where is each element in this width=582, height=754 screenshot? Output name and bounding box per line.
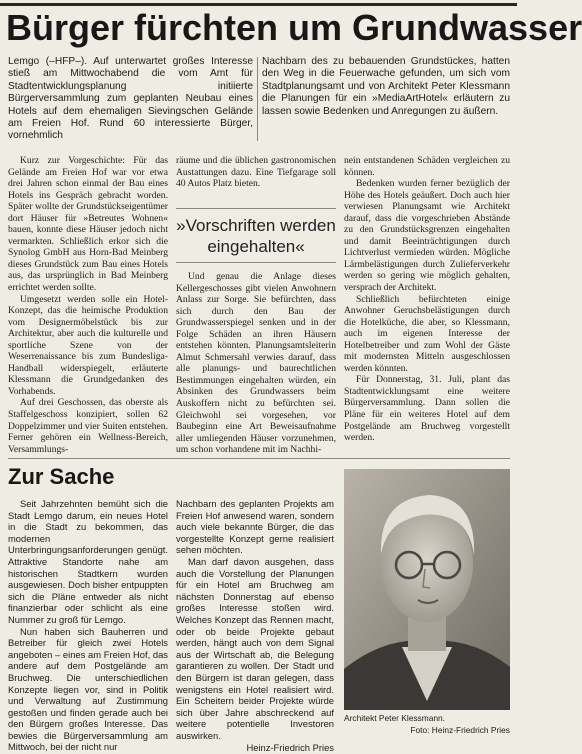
lead-left: [8, 56, 253, 143]
lead-divider: [257, 57, 258, 141]
commentary-paragraph: Seit Jahrzehnten bemüht sich die Stadt Lemgo darum, ein neues Hotel in die Stadt zu bekommen, das modernen Unterbringungsanforderungen genügt. Attraktive Standorte nahe am historischen Stadtkern wurden ausgewiesen. Doch bisher entpuppten sich die Pläne entweder als nicht finanzierbar oder schlicht als eine Nummer zu groß für Lemgo.: [8, 498, 168, 625]
article-paragraph: Und genau die Anlage dieses Kellergeschosses gibt vielen Anwohnern Anlass zur Sorge. Sie befürchten, dass sich durch den Bau der Grundwasserspiegel senken und in der Folge Schäden an ihren Häusern entstehen könnten. Planungsamtsleiterin Almut Schmersahl verwies darauf, dass alle planungs- und baurechtlichen Bestimmungen eingehalten würden, ein Absinken des Grundwassers beim Auskoffern nicht zu befürchten sei. Gleichwohl sei vorgesehen, vor Baubeginn eine Art Beweisaufnahme aller umliegenden Häuser vorzunehmen, um schon vorhandene mit im Nachhi-: [176, 271, 336, 456]
lead-right-text: Nachbarn des zu bebauenden Grundstückes, hatten den Weg in die Feuerwache gefunden, um sich vom Stadtplanungsamt und von Architekt Peter Klessmann die Planungen für ein »MediaArtHotel« erläutern zu lassen sowie Bedenken und Anregungen zu äußern.: [262, 56, 510, 117]
article-paragraph: Für Donnerstag, 31. Juli, plant das Stadtentwicklungsamt eine weitere Bürgerversammlung. Dann sollen die Pläne für ein weiteres Hotel auf dem Postgelände am Bruchweg vorgestellt werden.: [344, 374, 510, 444]
subhead: »Vorschriften werden eingehalten«: [176, 216, 336, 256]
header-rule: [0, 3, 517, 6]
author: Heinz-Friedrich Pries: [246, 742, 334, 754]
article-paragraph: räume und die üblichen gastronomischen Austattungen dazu. Eine Tiefgarage soll 40 Autos Platz bieten.: [176, 155, 336, 190]
section-title: Zur Sache: [8, 464, 115, 489]
article-paragraph: Schließlich befürchteten einige Anwohner Geruchsbelästigungen durch die Hotelküche, die aber, so Klessmann, auch im eigenen Interesse der Hotelbetreiber und zum Wohl der Gäste mit modernsten Mitteln ausgeschlossen werden könnten.: [344, 293, 510, 374]
section-rule: [8, 458, 510, 459]
commentary-paragraph: Man darf davon ausgehen, dass auch die Vorstellung der Planungen für ein Hotel am Bruchweg am nächsten Donnerstag auf ebenso großes Interesse stoßen wird. Welches Konzept das Rennen macht, oder ob beide Projekte gebaut werden, hängt auch von dem Signal aus der Wirtschaft ab, die Belegung garantieren zu wollen. Der Stadt und den Bürgern ist daran gelegen, dass wenigstens ein Hotel realisiert wird. Ein Scheitern beider Projekte würde sich über Jahre abschreckend auf weitere potentielle Investoren auswirken.: [176, 555, 334, 741]
headline: Bürger fürchten um Grundwasser: [6, 7, 582, 48]
zur-sache-column-2: [176, 498, 334, 754]
commentary-paragraph: Nun haben sich Bauherren und Betreiber für gleich zwei Hotels angeboten – eines am Freien Hof, das andere auf dem Postgelände am Bruchweg. Die unterschiedlichen Konzepte liegen vor, sind in Politik und Verwaltung auf Zustimmung gestoßen und finden gerade auch bei den Bürgern großes Interesse. Das bewies die Bürgerversammlung am Mittwoch, bei der nicht nur: [8, 625, 168, 753]
photo-caption-credit: Foto: Heinz-Friedrich Pries: [410, 725, 510, 735]
article-column-1: [8, 155, 168, 455]
commentary-paragraph: Nachbarn des geplanten Projekts am Freien Hof anwesend waren, sondern auch viele bekannte Bürger, die das vorgestellte Konzept gerne realisiert sehen möchten.: [176, 498, 334, 556]
subhead-rule-top: [176, 208, 336, 209]
article-paragraph: Umgesetzt werden solle ein Hotel-Konzept, das die heimische Produktion vom Designermöbelstück bis zur Architektur, aber auch die kulturelle und sportliche Szene von der Weserrenaissance bis zum Bundesliga-Handball widerspiegelt, erläuterte Klessmann die Grundgedanken des Vorhabends.: [8, 293, 168, 397]
article-paragraph: Bedenken wurden ferner bezüglich der Höhe des Hotels geäußert. Doch auch hier verwiesen Planungsamt wie Architekt darauf, dass die vorgeschrieben Abstände zu den Grundstücksgrenzen eingehalten und damit Beeinträchtigungen durch Lichtverlust vermieden würden. Mögliche Lärmbelästigungen durch Zulieferverkehr werden so gering wie möglich gehalten, versprach der Architekt.: [344, 178, 510, 294]
article-paragraph: nein entstandenen Schäden vergleichen zu können.: [344, 155, 510, 178]
lead-right: [262, 56, 510, 118]
subhead-rule-bottom: [176, 262, 336, 263]
article-column-2-top: [176, 155, 336, 190]
photo-caption-subject: Architekt Peter Klessmann.: [344, 713, 446, 723]
article-paragraph: Kurz zur Vorgeschichte: Für das Gelände am Freien Hof war vor etwa drei Jahren schon einmal der Bau eines Hotels ins Gespräch gebracht worden. Später wollte der Grundstückseigentümer dort Häuser für »Betreutes Wohnen« bauen, konnte diese Häuser jedoch nicht vermarkten. Schließlich erkor sich die Synolog GmbH aus Horn-Bad Meinberg dieses Grundstück zum Bau eines Hotels aus, das ursprünglich in Bad Meinberg errichtet werden sollte.: [8, 155, 168, 294]
zur-sache-column-1: [8, 498, 168, 753]
article-paragraph: Auf drei Geschossen, das oberste als Staffelgeschoss konzipiert, sollen 62 Doppelzimmer und vier Suiten entstehen. Ferner gehören ein Wellness-Bereich, Versammlungs-: [8, 397, 168, 455]
article-column-2-bottom: [176, 271, 336, 456]
lead-left-text: Lemgo (–HFP–). Auf unterwartet großes Interesse stieß am Mittwochabend die vom Amt für Stadtentwicklungsplanung initiierte Bürgerversammlung zum geplanten Neubau eines Hotels auf dem ehemaligen Sievingschen Gelände am Freien Hof. Rund 60 interessierte Bürger, vornehmlich: [8, 56, 253, 142]
portrait-photo: [344, 469, 510, 710]
article-column-3: [344, 155, 510, 444]
portrait-image: [344, 469, 510, 710]
